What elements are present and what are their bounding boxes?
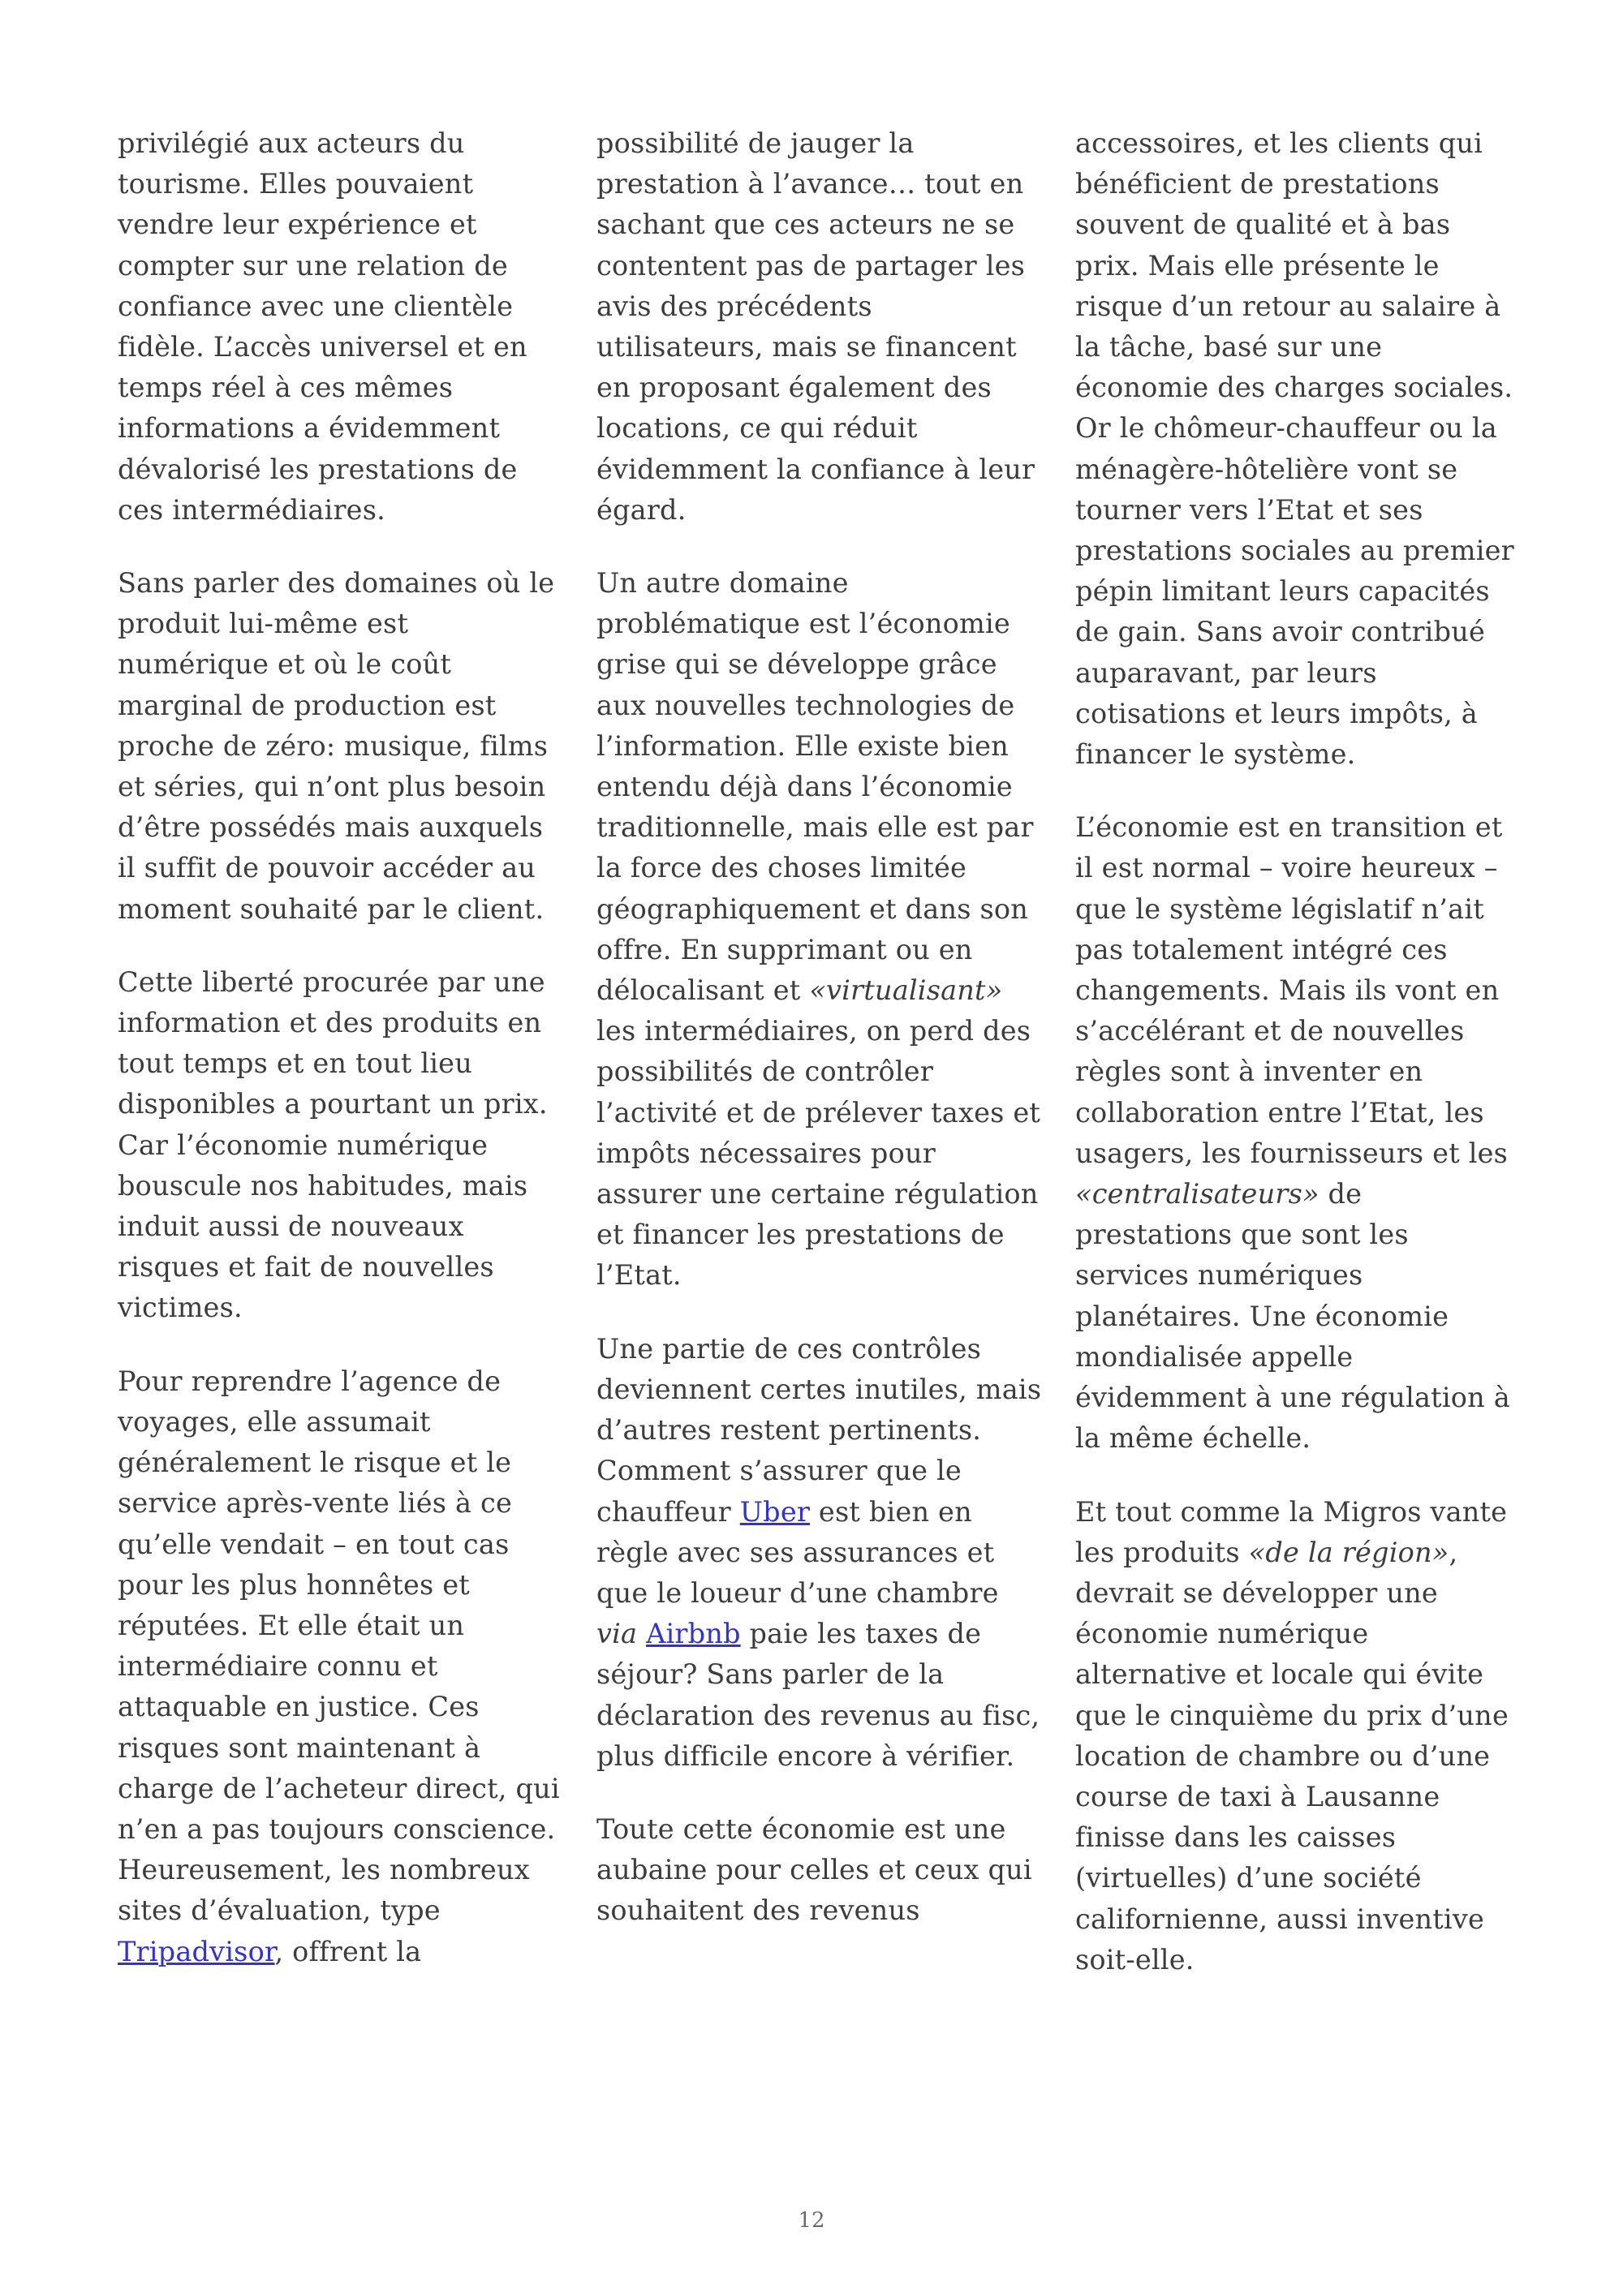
- text-run: privilégié aux acteurs du: [118, 127, 465, 159]
- text-line: [118, 1247, 561, 1288]
- text-line: [596, 204, 1040, 245]
- text-line: [1075, 286, 1518, 327]
- text-run: vendre leur expérience et: [118, 209, 477, 241]
- text-run: finisse dans les caisses: [1075, 1821, 1397, 1854]
- text-run: grise qui se développe grâce: [596, 648, 997, 681]
- text-line: [596, 930, 1040, 970]
- text-run: séjour? Sans parler de la: [596, 1658, 945, 1691]
- text-line: [118, 563, 561, 604]
- text-line: [1075, 1215, 1518, 1255]
- text-run: charge de l’acheteur direct, qui: [118, 1772, 560, 1804]
- text-run: en proposant également des: [596, 372, 992, 404]
- text-run: produit lui-même est: [118, 608, 409, 640]
- text-line: [118, 327, 561, 368]
- text-run: (virtuelles) d’une société: [1075, 1862, 1422, 1894]
- text-line: [596, 848, 1040, 888]
- text-line: [596, 1850, 1040, 1890]
- text-line: [118, 204, 561, 245]
- text-run: financer le système.: [1075, 738, 1356, 771]
- text-line: [596, 1410, 1040, 1451]
- text-run: égard.: [596, 493, 687, 526]
- text-run: offre. En supprimant ou en: [596, 933, 973, 965]
- text-line: [596, 1533, 1040, 1573]
- text-line: [596, 1451, 1040, 1491]
- text-line: [596, 563, 1040, 604]
- text-line: [1075, 571, 1518, 612]
- paragraph: [596, 123, 1040, 531]
- text-line: [1075, 246, 1518, 286]
- text-line: [596, 604, 1040, 644]
- text-run: moment souhaité par le client.: [118, 892, 545, 925]
- text-line: [1075, 1378, 1518, 1418]
- text-line: [118, 490, 561, 531]
- text-run: utilisateurs, mais se financent: [596, 331, 1017, 363]
- text-run: soit-elle.: [1075, 1943, 1195, 1976]
- text-run: économie des charges sociales.: [1075, 372, 1513, 404]
- text-run: Or le chômeur-chauffeur ou la: [1075, 412, 1497, 445]
- text-line: [596, 449, 1040, 490]
- text-run: tourisme. Elles pouvaient: [118, 168, 474, 200]
- text-run: bouscule nos habitudes, mais: [118, 1169, 528, 1202]
- text-run: problématique est l’économie: [596, 608, 1010, 640]
- text-run: et financer les prestations de: [596, 1219, 1005, 1251]
- text-run: alternative et locale qui évite: [1075, 1658, 1484, 1691]
- text-line: [118, 767, 561, 807]
- text-run: accessoires, et les clients qui: [1075, 127, 1483, 159]
- text-run: assurer une certaine régulation: [596, 1178, 1039, 1210]
- text-line: [1075, 1093, 1518, 1133]
- text-run: Et tout comme la Migros vante: [1075, 1495, 1508, 1528]
- text-run: économie numérique: [1075, 1618, 1369, 1650]
- text-line: [1075, 123, 1518, 164]
- text-line: [118, 1443, 561, 1483]
- text-line: [596, 1093, 1040, 1133]
- text-run: voyages, elle assumait: [118, 1405, 431, 1438]
- text-line: [118, 368, 561, 408]
- text-line: [596, 1329, 1040, 1369]
- text-line: [118, 848, 561, 888]
- text-run: mondialisée appelle: [1075, 1340, 1354, 1373]
- text-run: temps réel à ces mêmes: [118, 372, 454, 404]
- text-run: compter sur une relation de: [118, 249, 508, 282]
- text-line: [118, 1524, 561, 1565]
- text-line: [1075, 1696, 1518, 1736]
- paragraph: [118, 962, 561, 1329]
- text-line: [1075, 204, 1518, 245]
- text-run: cotisations et leurs impôts, à: [1075, 697, 1478, 729]
- text-run: Cette liberté procurée par une: [118, 965, 545, 998]
- text-line: [118, 1125, 561, 1166]
- text-run: de: [1319, 1178, 1363, 1210]
- text-run: victimes.: [118, 1292, 243, 1324]
- text-run: , offrent la: [274, 1935, 422, 1967]
- hyperlink-airbnb[interactable]: Airbnb: [646, 1618, 741, 1650]
- italic-text: «de la région»: [1248, 1536, 1449, 1568]
- text-line: [1075, 1011, 1518, 1051]
- text-line: [1075, 368, 1518, 408]
- text-run: souvent de qualité et à bas: [1075, 209, 1451, 241]
- text-line: [118, 408, 561, 449]
- text-run: que le cinquième du prix d’une: [1075, 1699, 1509, 1731]
- text-run: impôts nécessaires pour: [596, 1137, 936, 1169]
- text-line: [1075, 1777, 1518, 1817]
- text-run: entendu déjà dans l’économie: [596, 771, 1013, 803]
- text-run: bénéficient de prestations: [1075, 168, 1440, 200]
- text-line: [1075, 1492, 1518, 1533]
- text-run: prix. Mais elle présente le: [1075, 249, 1440, 282]
- text-run: la force des choses limitée: [596, 852, 967, 884]
- text-line: [596, 1809, 1040, 1850]
- text-run: aubaine pour celles et ceux qui: [596, 1854, 1032, 1886]
- text-line: [118, 1043, 561, 1084]
- text-line: [118, 1166, 561, 1206]
- text-run: disponibles a pourtant un prix.: [118, 1088, 548, 1120]
- text-run: la même échelle.: [1075, 1422, 1311, 1455]
- text-line: [596, 1174, 1040, 1215]
- text-line: [118, 246, 561, 286]
- text-line: [1075, 1533, 1518, 1573]
- text-line: [118, 1687, 561, 1727]
- text-run: déclaration des revenus au fisc,: [596, 1699, 1040, 1731]
- text-run: évidemment la confiance à leur: [596, 453, 1035, 485]
- text-line: [118, 1288, 561, 1328]
- text-line: [596, 1614, 1040, 1654]
- text-line: [596, 644, 1040, 685]
- text-line: [118, 286, 561, 327]
- text-run: souhaitent des revenus: [596, 1894, 920, 1927]
- text-run: ,: [1449, 1536, 1458, 1568]
- text-line: [118, 1483, 561, 1524]
- text-run: pépin limitant leurs capacités: [1075, 575, 1490, 608]
- text-run: délocalisant et: [596, 974, 810, 1007]
- text-line: [596, 1011, 1040, 1051]
- text-line: [596, 807, 1040, 848]
- text-run: traditionnelle, mais elle est par: [596, 811, 1034, 844]
- text-line: [118, 1565, 561, 1606]
- paragraph: [596, 1329, 1040, 1777]
- text-line: [596, 246, 1040, 286]
- text-run: l’Etat.: [596, 1259, 682, 1292]
- text-run: ces intermédiaires.: [118, 493, 385, 526]
- text-run: que le système législatif n’ait: [1075, 892, 1484, 925]
- text-line: [1075, 490, 1518, 531]
- text-run: prestations sociales au premier: [1075, 535, 1514, 567]
- text-line: [1075, 1337, 1518, 1378]
- text-line: [118, 1809, 561, 1850]
- text-line: [596, 327, 1040, 368]
- text-line: [1075, 164, 1518, 204]
- text-line: [1075, 1133, 1518, 1174]
- text-line: [118, 1769, 561, 1809]
- text-run: location de chambre ou d’une: [1075, 1739, 1491, 1772]
- paragraph: [596, 563, 1040, 1296]
- text-run: les intermédiaires, on perd des: [596, 1015, 1031, 1047]
- text-run: l’activité et de prélever taxes et: [596, 1096, 1041, 1129]
- text-run: réputées. Et elle était un: [118, 1609, 465, 1641]
- text-run: course de taxi à Lausanne: [1075, 1780, 1440, 1812]
- text-run: les produits: [1075, 1536, 1249, 1568]
- text-line: [1075, 930, 1518, 970]
- text-line: [596, 1736, 1040, 1777]
- text-run: qu’elle vendait – en tout cas: [118, 1528, 510, 1560]
- text-line: [1075, 653, 1518, 694]
- text-line: [118, 1850, 561, 1890]
- text-line: [596, 726, 1040, 767]
- paragraph: [118, 1361, 561, 1972]
- text-run: auparavant, par leurs: [1075, 656, 1377, 689]
- hyperlink-uber[interactable]: Uber: [739, 1495, 811, 1528]
- text-line: [1075, 612, 1518, 652]
- text-column-2: [596, 123, 1040, 1964]
- text-run: est bien en: [810, 1495, 972, 1528]
- text-line: [1075, 848, 1518, 888]
- text-run: information et des produits en: [118, 1007, 542, 1039]
- text-line: [118, 1890, 561, 1931]
- text-line: [596, 123, 1040, 164]
- text-run: que le loueur d’une chambre: [596, 1576, 999, 1609]
- text-line: [596, 970, 1040, 1011]
- italic-text: «virtualisant»: [809, 974, 1003, 1007]
- italic-text: via: [596, 1618, 638, 1650]
- text-run: Sans parler des domaines où le: [118, 567, 555, 600]
- text-run: la tâche, basé sur une: [1075, 331, 1383, 363]
- text-line: [596, 1255, 1040, 1296]
- text-line: [1075, 734, 1518, 775]
- text-line: [1075, 694, 1518, 734]
- text-run: changements. Mais ils vont en: [1075, 974, 1500, 1007]
- text-line: [1075, 327, 1518, 368]
- text-run: numérique et où le coût: [118, 648, 452, 681]
- text-line: [1075, 1858, 1518, 1898]
- text-line: [596, 368, 1040, 408]
- text-column-1: [118, 123, 561, 2005]
- text-line: [1075, 1255, 1518, 1296]
- text-line: [1075, 1051, 1518, 1092]
- text-line: [1075, 1614, 1518, 1654]
- text-run: et séries, qui n’ont plus besoin: [118, 771, 546, 803]
- paragraph: [118, 563, 561, 930]
- text-run: usagers, les fournisseurs et les: [1075, 1137, 1509, 1169]
- text-line: [1075, 1573, 1518, 1614]
- text-run: intermédiaire connu et: [118, 1650, 438, 1683]
- text-line: [118, 1646, 561, 1687]
- text-line: [596, 1573, 1040, 1614]
- text-run: il suffit de pouvoir accéder au: [118, 852, 536, 884]
- text-line: [118, 726, 561, 767]
- text-run: tout temps et en tout lieu: [118, 1047, 472, 1080]
- text-line: [118, 123, 561, 164]
- text-line: [118, 1728, 561, 1769]
- text-line: [1075, 1940, 1518, 1980]
- text-line: [1075, 807, 1518, 848]
- text-line: [596, 1890, 1040, 1931]
- text-run: locations, ce qui réduit: [596, 412, 918, 445]
- text-line: [118, 1206, 561, 1247]
- text-run: informations a évidemment: [118, 412, 501, 445]
- text-run: services numériques: [1075, 1259, 1363, 1292]
- text-line: [118, 686, 561, 726]
- text-line: [118, 604, 561, 644]
- text-line: [1075, 1418, 1518, 1459]
- text-line: [1075, 1736, 1518, 1777]
- text-run: n’en a pas toujours conscience.: [118, 1812, 556, 1845]
- text-run: [637, 1618, 646, 1649]
- text-line: [1075, 1899, 1518, 1940]
- text-line: [1075, 1654, 1518, 1695]
- text-run: Toute cette économie est une: [596, 1812, 1006, 1845]
- text-run: Un autre domaine: [596, 567, 849, 600]
- text-line: [118, 1606, 561, 1646]
- text-line: [596, 1492, 1040, 1533]
- text-run: prestations que sont les: [1075, 1219, 1409, 1251]
- text-line: [596, 1369, 1040, 1410]
- text-run: service après-vente liés à ce: [118, 1487, 513, 1520]
- text-line: [596, 1051, 1040, 1092]
- text-line: [596, 767, 1040, 807]
- paragraph: [596, 1809, 1040, 1932]
- paragraph: [1075, 807, 1518, 1459]
- paragraph: [1075, 1492, 1518, 1980]
- text-column-3: [1075, 123, 1518, 2013]
- text-line: [596, 1696, 1040, 1736]
- text-run: Comment s’assurer que le: [596, 1455, 962, 1487]
- text-run: plus difficile encore à vérifier.: [596, 1739, 1015, 1772]
- text-line: [596, 1133, 1040, 1174]
- text-run: évidemment à une régulation à: [1075, 1382, 1510, 1414]
- text-line: [1075, 531, 1518, 571]
- text-line: [596, 164, 1040, 204]
- page-number: 12: [798, 2208, 825, 2233]
- text-run: risques sont maintenant à: [118, 1731, 481, 1764]
- text-run: marginal de production est: [118, 689, 497, 721]
- text-run: pas totalement intégré ces: [1075, 933, 1448, 965]
- text-run: tourner vers l’Etat et ses: [1075, 493, 1423, 526]
- text-line: [118, 1932, 561, 1972]
- text-line: [1075, 970, 1518, 1011]
- text-line: [596, 490, 1040, 531]
- text-run: planétaires. Une économie: [1075, 1300, 1449, 1332]
- text-run: pour les plus honnêtes et: [118, 1568, 470, 1601]
- text-run: risque d’un retour au salaire à: [1075, 290, 1501, 322]
- text-run: fidèle. L’accès universel et en: [118, 331, 527, 363]
- text-run: l’information. Elle existe bien: [596, 729, 1009, 762]
- text-line: [118, 1003, 561, 1043]
- text-run: risques et fait de nouvelles: [118, 1251, 494, 1283]
- text-line: [118, 962, 561, 1003]
- text-line: [1075, 408, 1518, 449]
- text-run: possibilité de jauger la: [596, 127, 915, 159]
- text-line: [1075, 889, 1518, 930]
- text-line: [596, 286, 1040, 327]
- text-run: règles sont à inventer en: [1075, 1056, 1423, 1088]
- text-run: règle avec ses assurances et: [596, 1536, 995, 1568]
- text-run: attaquable en justice. Ces: [118, 1691, 480, 1723]
- text-line: [118, 1084, 561, 1124]
- italic-text: «centralisateurs»: [1075, 1178, 1319, 1210]
- text-run: L’économie est en transition et: [1075, 811, 1503, 844]
- text-line: [596, 686, 1040, 726]
- text-run: proche de zéro: musique, films: [118, 729, 549, 762]
- text-run: Heureusement, les nombreux: [118, 1854, 530, 1886]
- text-line: [118, 889, 561, 930]
- text-run: d’être possédés mais auxquels: [118, 811, 544, 844]
- text-run: Une partie de ces contrôles: [596, 1332, 981, 1365]
- text-run: de gain. Sans avoir contribué: [1075, 616, 1486, 648]
- text-run: ménagère-hôtelière vont se: [1075, 453, 1458, 485]
- text-line: [596, 1215, 1040, 1255]
- text-run: aux nouvelles technologies de: [596, 689, 1015, 721]
- text-run: sites d’évaluation, type: [118, 1894, 441, 1927]
- text-run: géographiquement et dans son: [596, 892, 1029, 925]
- text-run: Pour reprendre l’agence de: [118, 1365, 502, 1397]
- text-run: confiance avec une clientèle: [118, 290, 514, 322]
- text-line: [1075, 449, 1518, 490]
- text-line: [118, 1361, 561, 1402]
- text-run: possibilités de contrôler: [596, 1056, 934, 1088]
- text-run: collaboration entre l’Etat, les: [1075, 1096, 1484, 1129]
- text-line: [1075, 1174, 1518, 1215]
- paragraph: [118, 123, 561, 531]
- text-run: prestation à l’avance… tout en: [596, 168, 1024, 200]
- text-run: sachant que ces acteurs ne se: [596, 209, 1015, 241]
- text-line: [118, 449, 561, 490]
- text-line: [596, 889, 1040, 930]
- text-run: il est normal – voire heureux –: [1075, 852, 1498, 884]
- text-line: [596, 1654, 1040, 1695]
- text-run: californienne, aussi inventive: [1075, 1903, 1484, 1935]
- text-run: contentent pas de partager les: [596, 249, 1026, 282]
- text-run: d’autres restent pertinents.: [596, 1414, 982, 1447]
- text-run: Car l’économie numérique: [118, 1129, 489, 1161]
- text-line: [118, 1402, 561, 1443]
- text-run: devrait se développer une: [1075, 1576, 1438, 1609]
- text-run: chauffeur: [596, 1495, 740, 1528]
- text-run: paie les taxes de: [740, 1618, 982, 1650]
- paragraph: [1075, 123, 1518, 775]
- text-line: [596, 408, 1040, 449]
- text-run: généralement le risque et le: [118, 1447, 512, 1479]
- text-line: [118, 644, 561, 685]
- text-run: induit aussi de nouveaux: [118, 1210, 464, 1243]
- text-line: [1075, 1296, 1518, 1337]
- hyperlink-tripadvisor[interactable]: Tripadvisor: [118, 1935, 275, 1967]
- text-line: [1075, 1817, 1518, 1858]
- text-run: dévalorisé les prestations de: [118, 453, 518, 485]
- text-run: s’accélérant et de nouvelles: [1075, 1015, 1465, 1047]
- text-line: [118, 807, 561, 848]
- text-run: avis des précédents: [596, 290, 872, 322]
- text-run: deviennent certes inutiles, mais: [596, 1373, 1042, 1405]
- text-line: [118, 164, 561, 204]
